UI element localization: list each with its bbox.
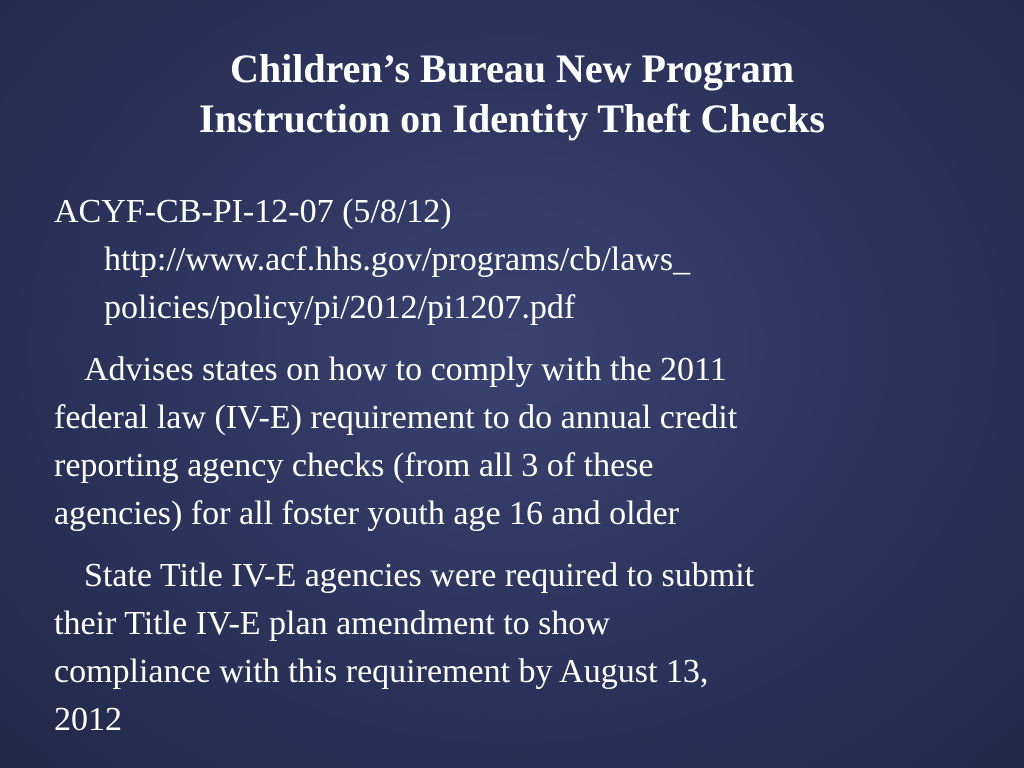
paragraph-line: federal law (IV-E) requirement to do annual credit [54,399,738,436]
slide-body [54,188,984,744]
paragraph-line: State Title IV-E agencies were required to submit [84,557,755,594]
paragraph-line: 2012 [54,701,122,738]
reference-url-line-2: policies/policy/pi/2012/pi1207.pdf [104,289,576,326]
paragraph-state-agencies [54,552,984,744]
paragraph-advises [54,346,984,538]
reference-id: ACYF-CB-PI-12-07 (5/8/12) [54,193,452,230]
title-line-2: Instruction on Identity Theft Checks [199,96,825,141]
reference-url-line-1: http://www.acf.hhs.gov/programs/cb/laws_ [104,241,691,278]
paragraph-line: agencies) for all foster youth age 16 and older [54,495,679,532]
reference-url [54,236,984,332]
slide-title [60,44,964,144]
paragraph-line: reporting agency checks (from all 3 of these [54,447,654,484]
paragraph-line: compliance with this requirement by August 13, [54,653,709,690]
paragraph-line: Advises states on how to comply with the 2011 [84,351,727,388]
title-line-1: Children’s Bureau New Program [229,46,795,91]
paragraph-line: their Title IV-E plan amendment to show [54,605,610,642]
